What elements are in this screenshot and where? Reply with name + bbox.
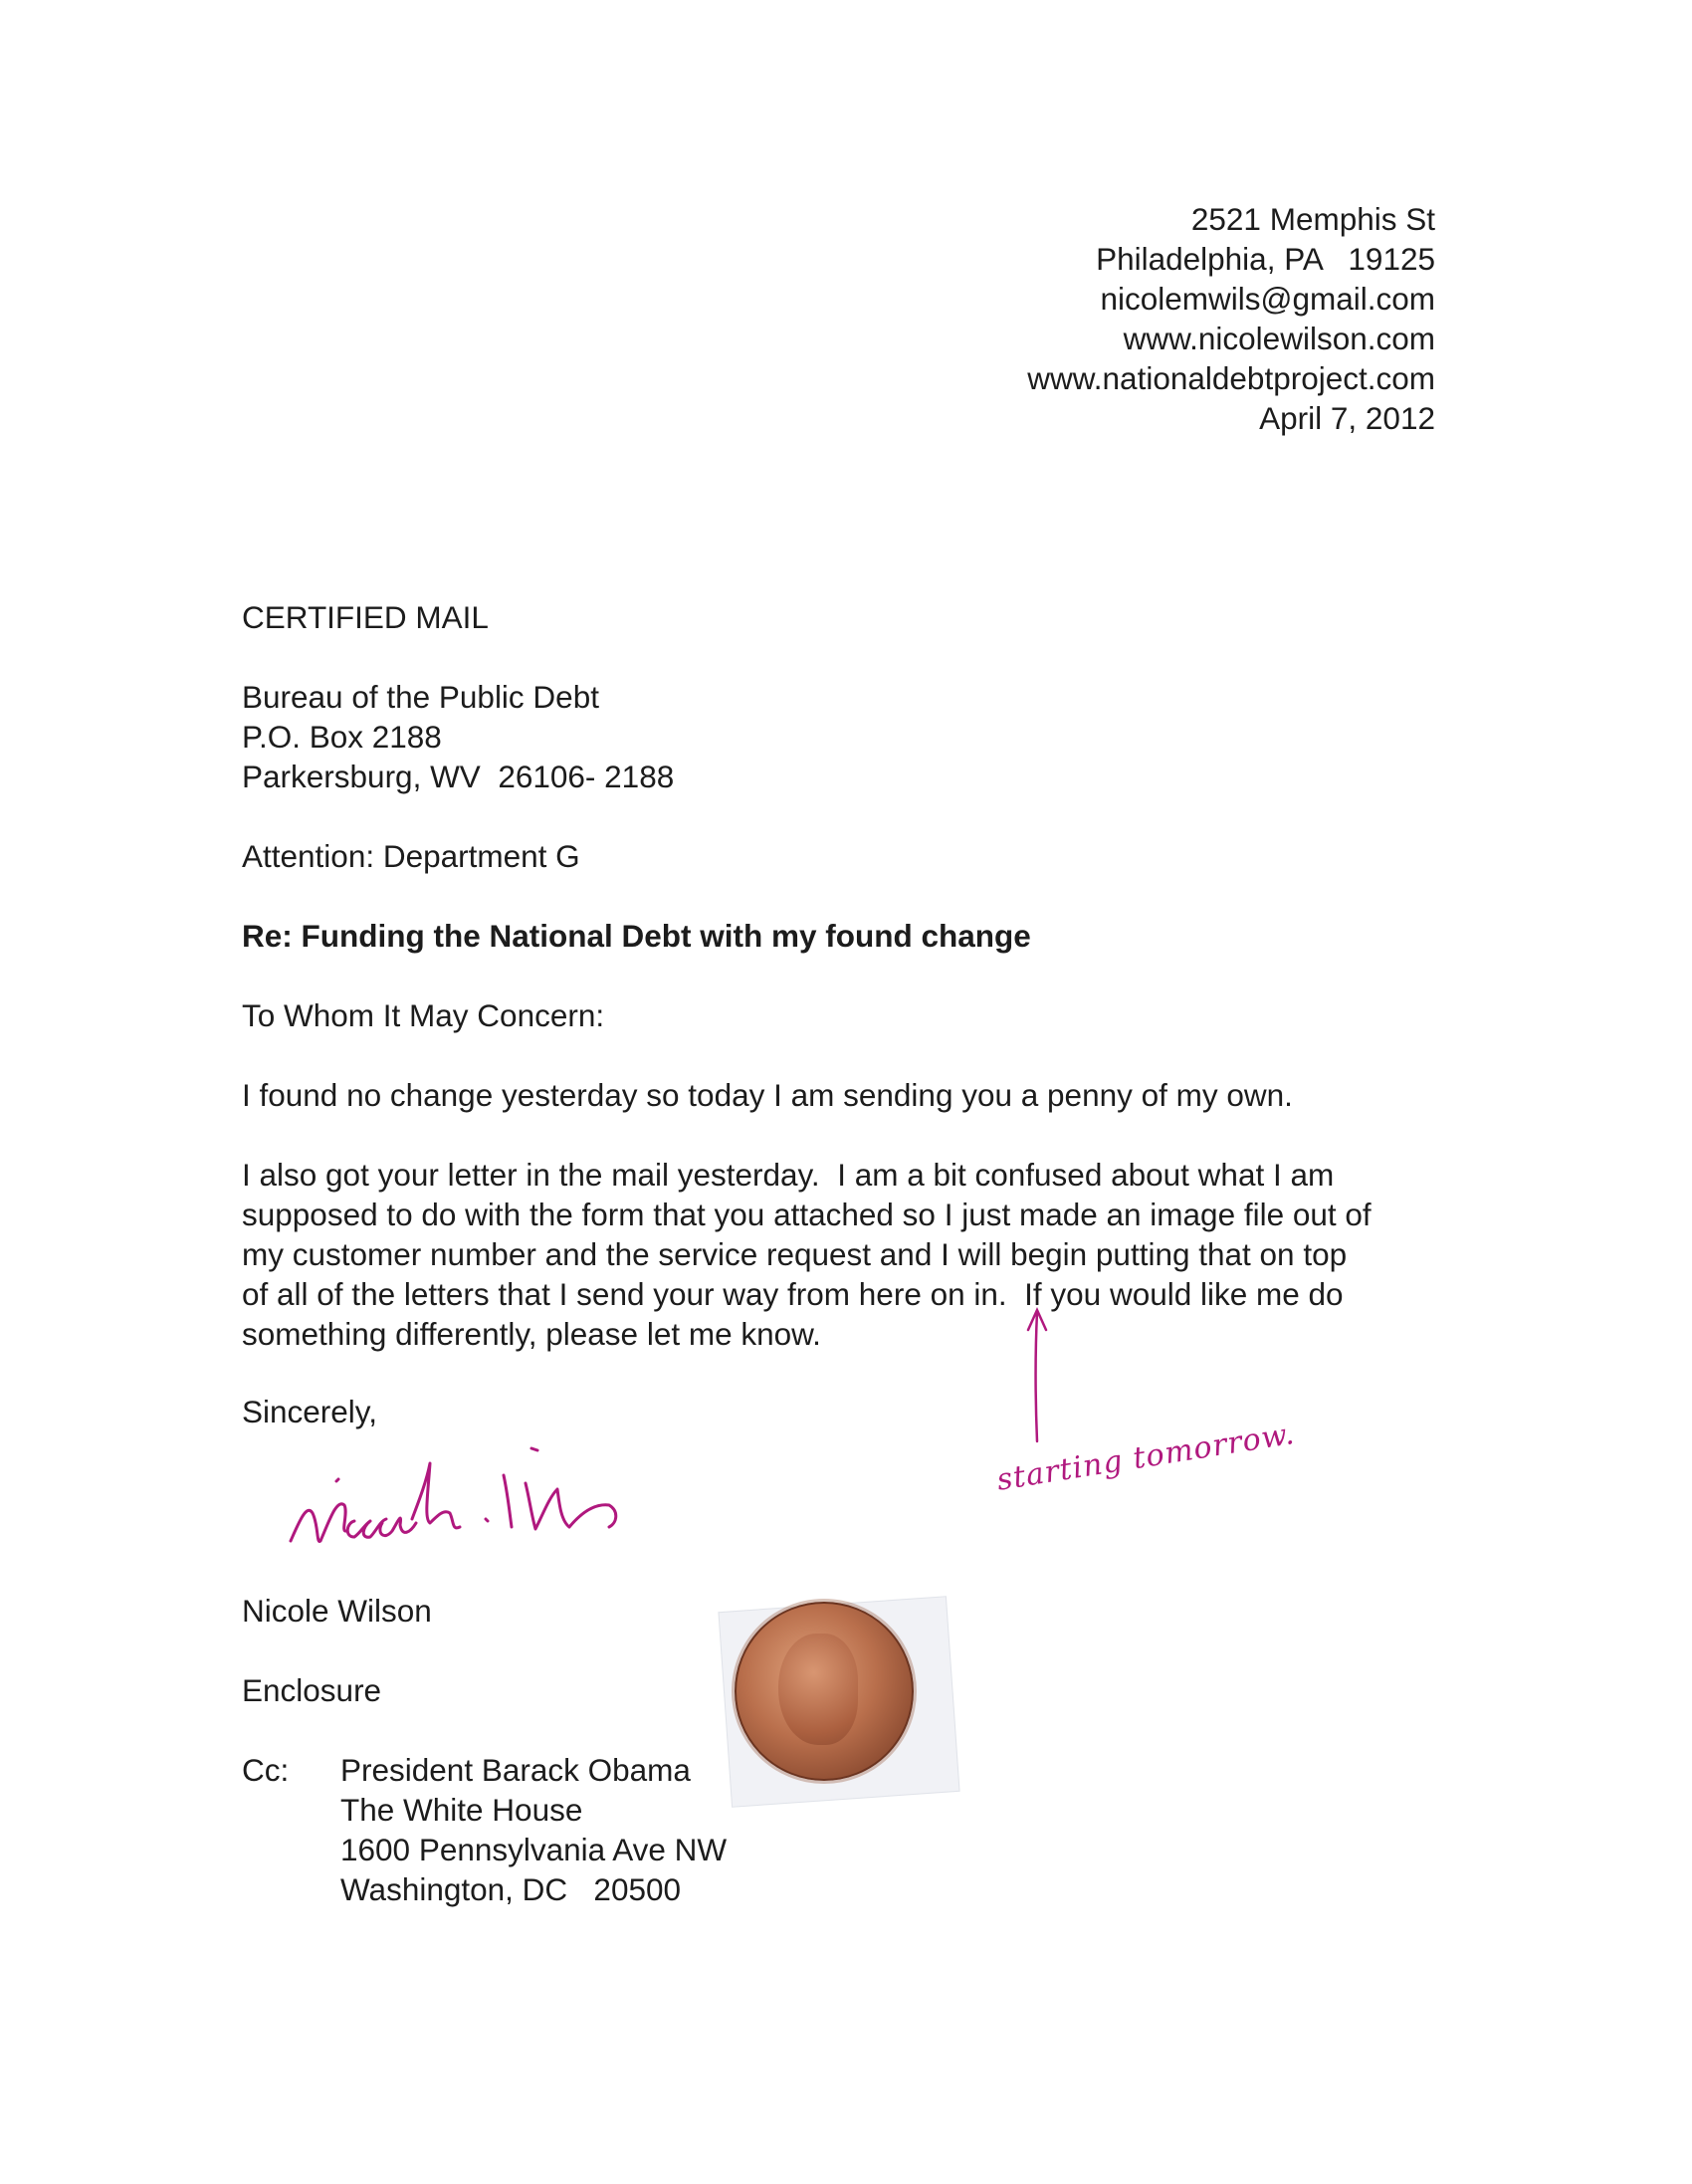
cc-address-block (340, 1750, 727, 1909)
body-paragraph-2-line: of all of the letters that I send your way from here on in. If you would like me do (242, 1276, 1344, 1312)
cc-label: Cc: (242, 1752, 290, 1788)
cc-line-1: President Barack Obama (340, 1752, 691, 1788)
body-paragraph-1: I found no change yesterday so today I am sending you a penny of my own. (242, 1077, 1293, 1113)
letter-date: April 7, 2012 (1259, 400, 1435, 436)
salutation: To Whom It May Concern: (242, 997, 605, 1033)
subject-line: Re: Funding the National Debt with my found change (242, 918, 1031, 954)
handwritten-signature (291, 1448, 616, 1542)
handwritten-annotation (994, 1416, 1356, 1523)
sender-city: Philadelphia, PA 19125 (1096, 241, 1435, 277)
annotation-text: starting tomorrow. (994, 1416, 1298, 1498)
recipient-line-2: P.O. Box 2188 (242, 719, 442, 755)
cc-line-4: Washington, DC 20500 (340, 1871, 682, 1907)
enclosure-label: Enclosure (242, 1672, 382, 1708)
body-paragraph-2-line: my customer number and the service request and I will begin putting that on top (242, 1236, 1348, 1272)
recipient-line-1: Bureau of the Public Debt (242, 679, 599, 715)
signer-name: Nicole Wilson (242, 1593, 432, 1629)
taped-penny (725, 1596, 963, 1805)
sender-website-project: www.nationaldebtproject.com (1027, 360, 1435, 396)
lincoln-portrait-icon (778, 1634, 858, 1745)
attention-line: Attention: Department G (242, 838, 580, 874)
certified-mail-label: CERTIFIED MAIL (242, 599, 489, 635)
body-paragraph-2 (242, 1155, 1372, 1354)
closing: Sincerely, (242, 1394, 377, 1429)
body-paragraph-2-line: supposed to do with the form that you attached so I just made an image file out of (242, 1197, 1372, 1232)
penny-coin-icon (735, 1602, 914, 1781)
sender-street: 2521 Memphis St (1190, 201, 1435, 237)
sender-email: nicolemwils@gmail.com (1100, 281, 1435, 317)
body-paragraph-2-line: something differently, please let me know. (242, 1316, 821, 1352)
recipient-address-block (242, 677, 674, 796)
recipient-line-3: Parkersburg, WV 26106- 2188 (242, 759, 675, 794)
sender-website-personal: www.nicolewilson.com (1123, 321, 1435, 356)
cc-line-2: The White House (340, 1792, 583, 1828)
cc-line-3: 1600 Pennsylvania Ave NW (340, 1832, 728, 1867)
body-paragraph-2-line: I also got your letter in the mail yesterday. I am a bit confused about what I am (242, 1157, 1335, 1193)
sender-address-block (1027, 199, 1435, 438)
